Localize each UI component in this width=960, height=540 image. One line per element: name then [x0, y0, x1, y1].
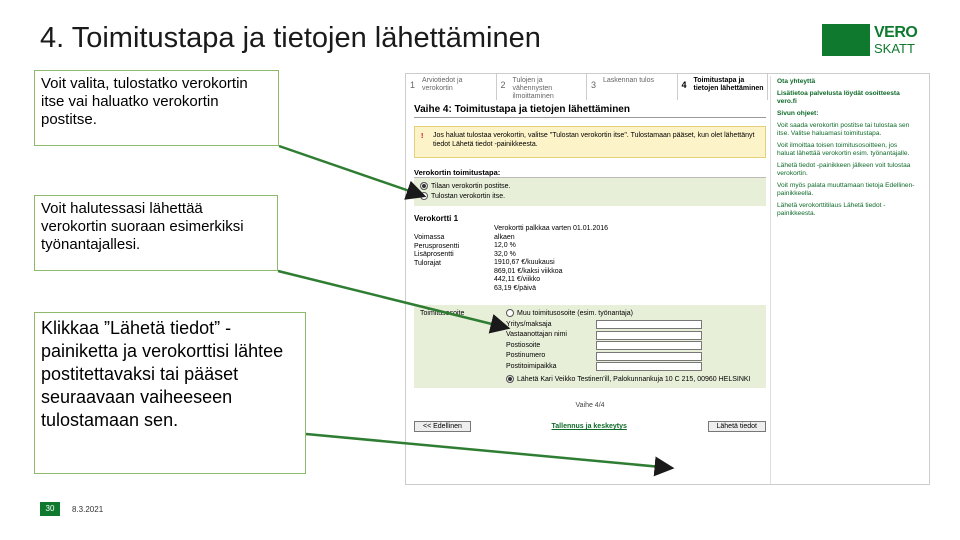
delivery-option-print[interactable]: Tulostan verokortin itse. [420, 192, 760, 202]
more-info-link[interactable]: Lisätietoa palvelusta löydät osoitteesta vero.fi [777, 90, 900, 105]
send-button[interactable]: Lähetä tiedot [708, 421, 766, 432]
field-label: Postitoimipaikka [506, 362, 557, 370]
card-value: 32,0 % [494, 250, 516, 258]
page-indicator: Vaihe 4/4 [575, 402, 605, 409]
card-label: Perusprosentti [414, 242, 460, 250]
step-3: 3 Laskennan tulos [587, 74, 678, 100]
arrow-2 [278, 271, 508, 328]
step-2: 2 Tulojen ja vähennysten ilmoittaminen [497, 74, 588, 100]
card-value: 442,11 €/viikko [494, 276, 541, 283]
help-text: Voit ilmoittaa toisen toimitusosoitteen, jos haluat lähettää verokortin esim. työnantajalle. [777, 142, 910, 157]
toim-label: Toimitusosoite [420, 310, 465, 317]
help-text: Voit saada verokortin postitse tai tulostaa sen itse. Valitse haluamasi toimitustapa. [777, 122, 910, 137]
logo-word-skatt: SKATT [874, 41, 915, 56]
card-value: 63,19 €/päivä [494, 284, 537, 292]
callout-send-button: Klikkaa ”Lähetä tiedot” -painiketta ja verokorttisi lähtee postitettavaksi tai pääset seuraavaan vaiheeseen tulostamaan sen. [34, 312, 306, 474]
card-header: Verokortti palkkaa varten 01.01.2016 alkaen [494, 225, 609, 241]
arrow-1 [279, 146, 424, 196]
exclamation-icon: ! [421, 133, 424, 140]
delivery-option-post[interactable]: Tilaan verokortin postitse. [420, 182, 760, 192]
step-1: 1 Arviotiedot ja verokortin [406, 74, 497, 100]
field-label: Yritys/maksaja [506, 320, 552, 328]
delivery-heading: Verokortin toimitustapa: [414, 168, 766, 178]
card-value: 12,0 % [494, 242, 516, 249]
slide-title: 4. Toimitustapa ja tietojen lähettäminen [40, 22, 541, 54]
slide-date: 8.3.2021 [72, 505, 104, 514]
field-label: Postiosoite [506, 341, 541, 349]
card-value: 869,01 €/kaksi viikkoa [494, 267, 563, 275]
logo-word-vero: VERO [874, 24, 918, 41]
page-number: 30 [40, 502, 60, 516]
info-notice: ! Jos haluat tulostaa verokortin, valitse "Tulostan verokortin itse". Tulostamaan pääset, kun olet lähettänyt tiedot Lähetä tiedot -painikkeesta. [414, 126, 766, 158]
field-label: Vastaanottajan nimi [506, 331, 567, 338]
arrow-3 [306, 434, 672, 468]
help-text: Lähetä tiedot -painikkeen jälkeen voit tulostaa verokortin. [777, 162, 911, 177]
previous-button[interactable]: << Edellinen [414, 421, 471, 432]
card-label: Tulorajat [414, 259, 441, 267]
help-text: Voit myös palata muuttamaan tietoja Edellinen-painikkeella. [777, 182, 915, 197]
card-label: Lisäprosentti [414, 251, 454, 258]
help-heading: Sivun ohjeet: [777, 110, 819, 117]
field-label: Postinumero [506, 352, 546, 359]
card-title: Verokortti 1 [414, 214, 459, 223]
card-label: Voimassa [414, 234, 445, 241]
phase-title: Vaihe 4: Toimitustapa ja tietojen lähettäminen [414, 104, 766, 118]
contact-link[interactable]: Ota yhteyttä [777, 78, 816, 85]
other-address-option[interactable]: Muu toimitusosoite (esim. työnantaja) [506, 309, 751, 320]
card-value: 1910,67 €/kuukausi [494, 259, 555, 266]
callout-delivery-choice: Voit valita, tulostatko verokortin itse vai haluatko verokortin postitse. [34, 70, 279, 146]
callout-send-to-employer: Voit halutessasi lähettää verokortin suoraan esimerkiksi työnantajallesi. [34, 195, 278, 271]
help-text: Lähetä verokorttitilaus Lähetä tiedot -painikkeesta. [777, 202, 886, 217]
save-and-exit-link[interactable]: Tallennus ja keskeytys [551, 423, 627, 430]
own-address-option[interactable]: Lähetä Kari Veikko Testinen'ill, Palokunnankuja 10 C 215, 00960 HELSINKI [506, 375, 751, 384]
step-4: 4 Toimitustapa ja tietojen lähettäminen [678, 74, 769, 100]
